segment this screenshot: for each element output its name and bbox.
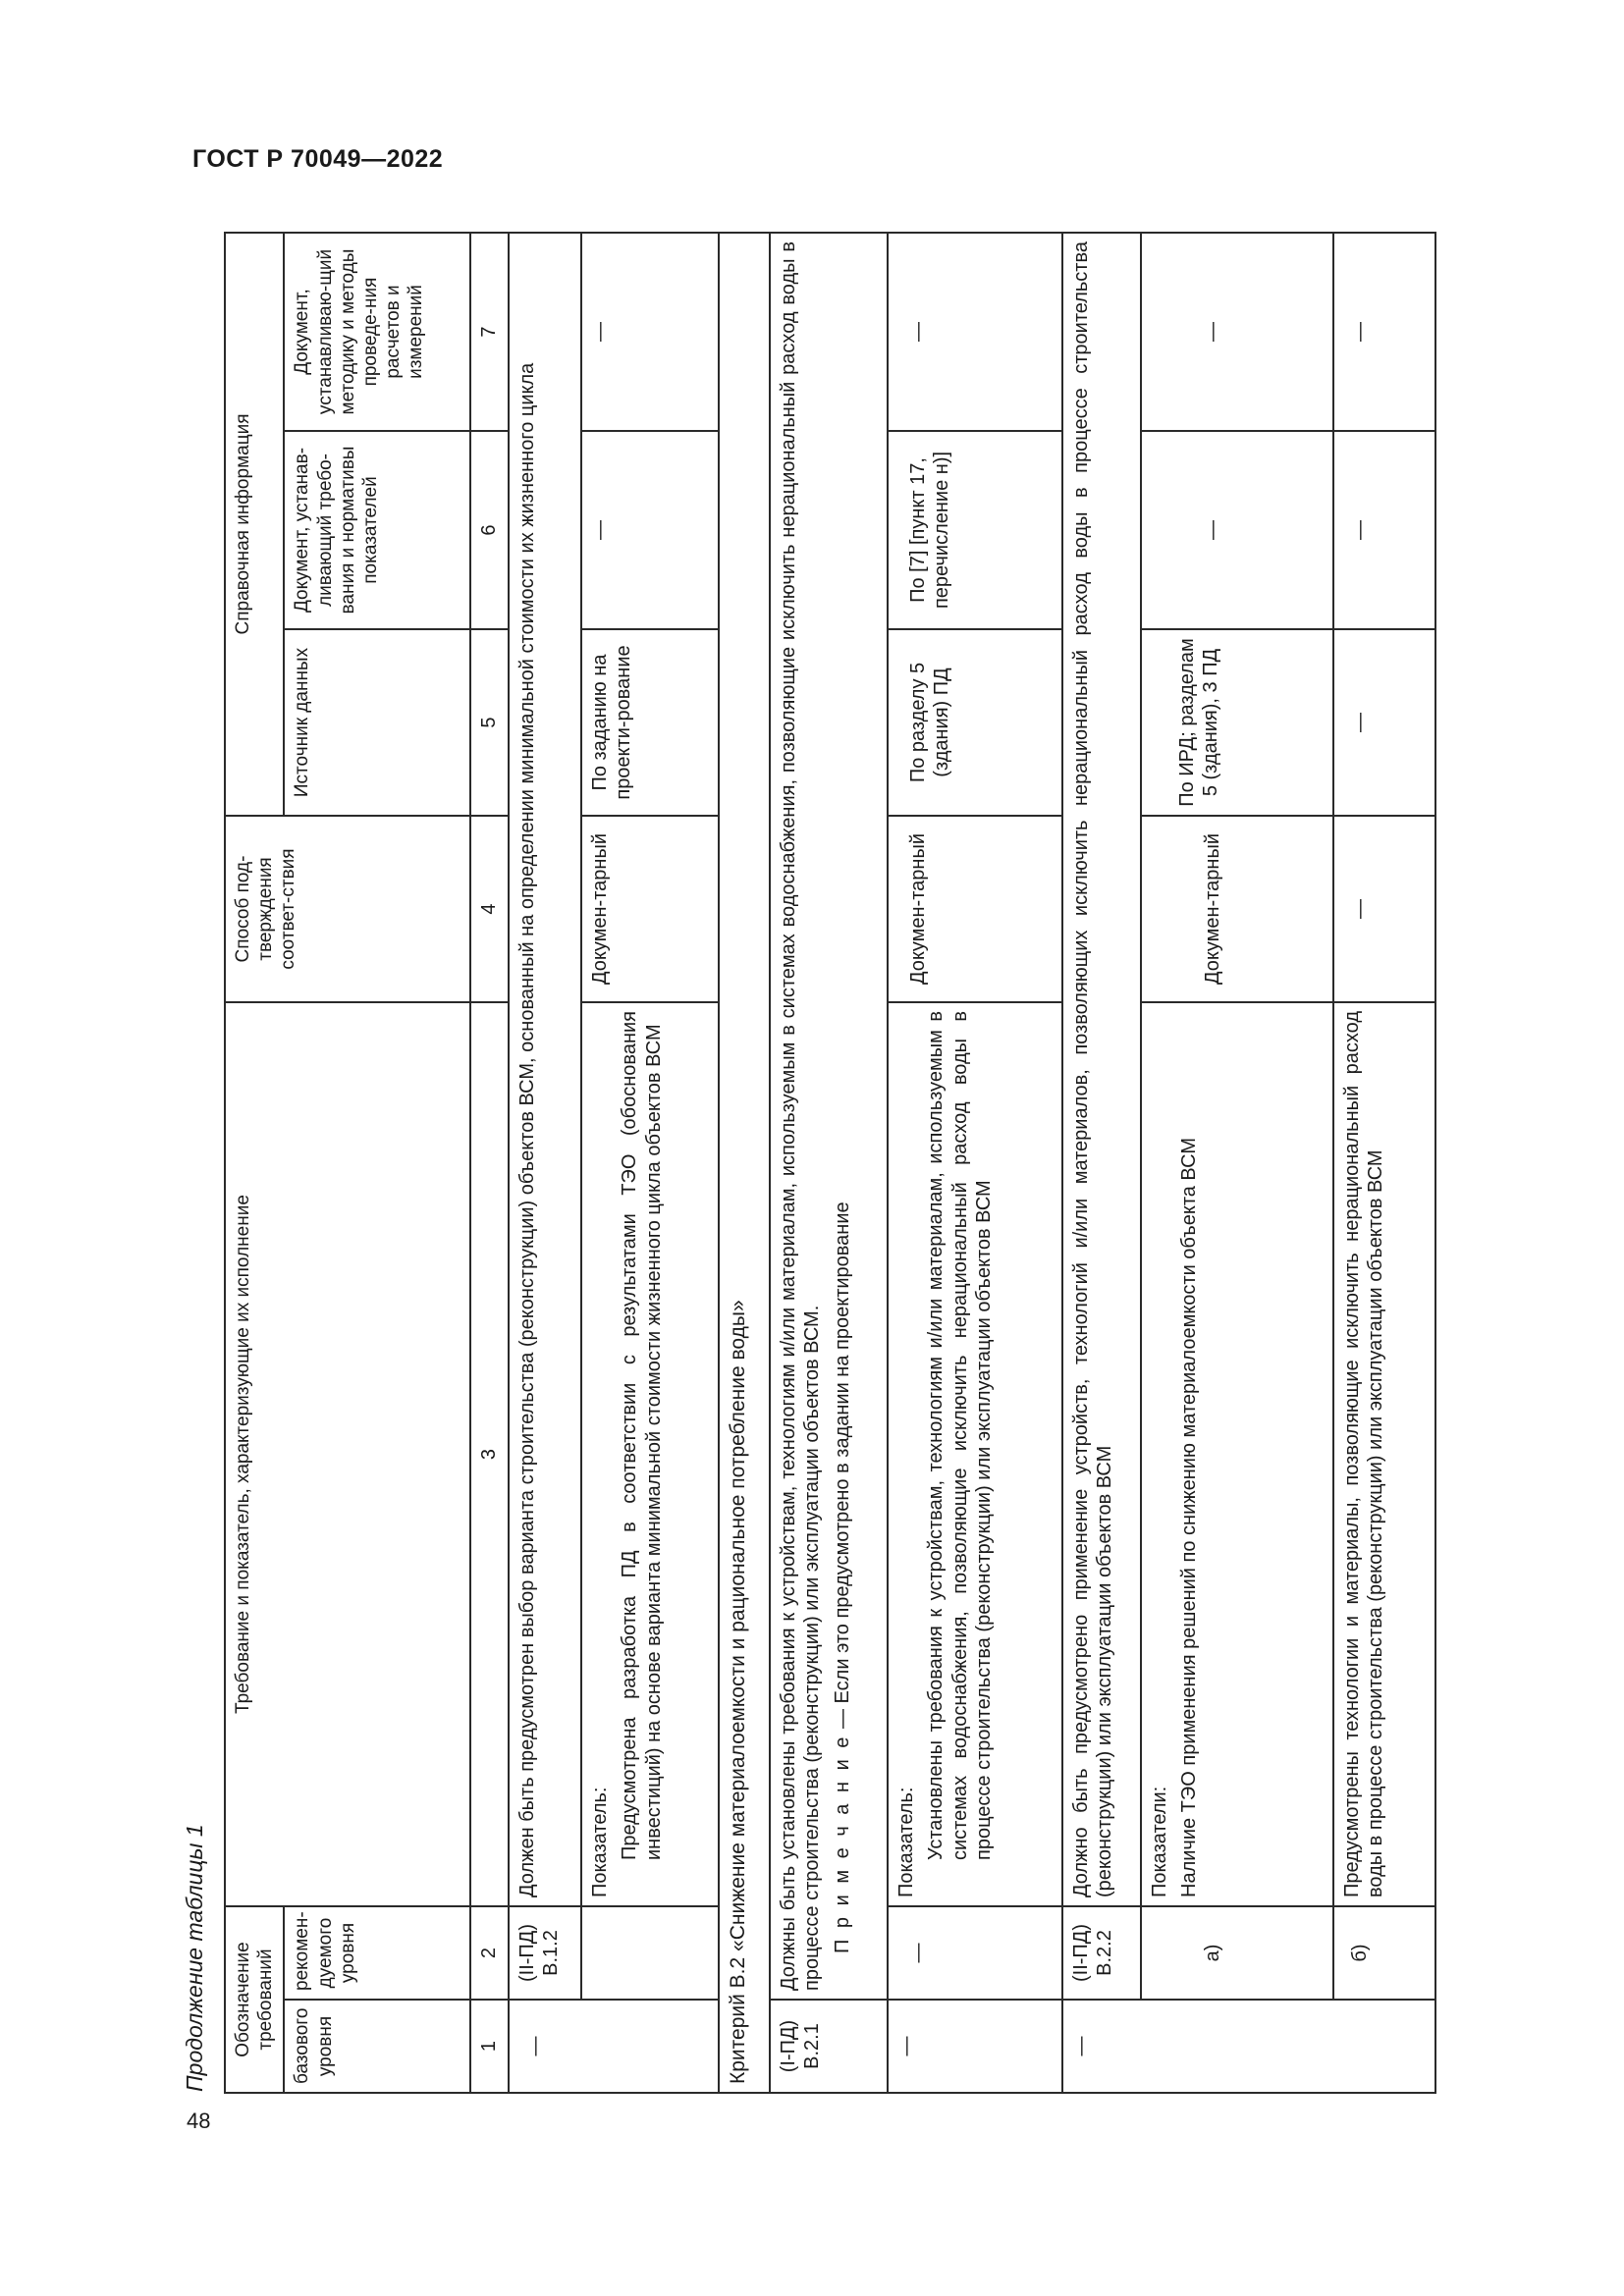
column-number: 2 bbox=[470, 1906, 508, 2000]
b21-requirement-text: Должны быть установлены требования к устройствам, технологиям и/или материалам, используемым в системах водоснабжения, позволяющие исключить нерациональный расход воды в процессе строительства (реконструкции) или эксплуатации объектов ВСМ. bbox=[777, 241, 824, 1991]
b12-indicator-label: Показатель: bbox=[588, 1787, 611, 1897]
header-designation-group: Обозначение требований bbox=[225, 1906, 284, 2093]
b21-note-label: П р и м е ч а н и е bbox=[831, 1734, 853, 1953]
b12-designation: (II-ПД) В.1.2 bbox=[509, 1906, 581, 2000]
b22-b-label: б) bbox=[1333, 1906, 1435, 2000]
b22-a-method: — bbox=[1141, 233, 1333, 431]
header-recommended-level: рекомен-дуемого уровня bbox=[284, 1906, 470, 2000]
b21-indicator-label: Показатель: bbox=[894, 1787, 917, 1897]
page-number: 48 bbox=[187, 2109, 211, 2133]
rotated-table-block bbox=[169, 229, 1432, 2094]
header-data-source: Источник данных bbox=[284, 629, 470, 816]
header-base-level: базового уровня bbox=[284, 2000, 470, 2093]
header-requirement: Требование и показатель, характеризующие их исполнение bbox=[225, 1002, 470, 1906]
b12-norms: — bbox=[581, 431, 719, 629]
b21-source: По разделу 5 (здания) ПД bbox=[888, 629, 1062, 816]
b12-indicator-cell bbox=[581, 1002, 719, 1906]
b21-note bbox=[831, 241, 854, 1991]
column-number: 3 bbox=[470, 1002, 508, 1906]
b21-designation: (I-ПД) В.2.1 bbox=[770, 2000, 888, 2093]
b22-a-norms: — bbox=[1141, 431, 1333, 629]
column-number: 7 bbox=[470, 233, 508, 431]
b22-a-source: По ИРД; разделам 5 (здания), 3 ПД bbox=[1141, 629, 1333, 816]
b21-note-text: — Если это предусмотрено в задании на проектирование bbox=[831, 1201, 853, 1735]
b21-indicator-cell bbox=[888, 1002, 1062, 1906]
b22-indicators-label: Показатели: bbox=[1148, 1786, 1170, 1897]
b12-requirement-text: Должен быть предусмотрен выбор варианта строительства (реконструкции) объектов ВСМ, основанный на определении минимальной стоимости их жизненного цикла bbox=[509, 233, 581, 1906]
b22-a-confirmation: Докумен-тарный bbox=[1141, 816, 1333, 1002]
b12-confirmation: Докумен-тарный bbox=[581, 816, 719, 1002]
header-method-document: Документ, устанавливаю-щий методику и методы проведе-ния расчетов и измерений bbox=[284, 233, 470, 431]
b21-method: — bbox=[888, 233, 1062, 431]
b22-designation: (II-ПД) В.2.2 bbox=[1062, 1906, 1141, 2000]
b22-a-label: а) bbox=[1141, 1906, 1333, 2000]
requirements-table bbox=[224, 232, 1436, 2094]
b22-b-norms: — bbox=[1333, 431, 1435, 629]
table-caption: Продолжение таблицы 1 bbox=[182, 1824, 207, 2092]
criterion-b2-heading: Критерий В.2 «Снижение материалоемкости и рациональное потребление воды» bbox=[719, 233, 770, 2093]
b21-requirement-cell bbox=[770, 233, 888, 2000]
b22-b-confirmation: — bbox=[1333, 816, 1435, 1002]
column-number: 4 bbox=[470, 816, 508, 1002]
b12-base-cell: — bbox=[509, 2000, 719, 2093]
column-number: 5 bbox=[470, 629, 508, 816]
b21-confirmation: Докумен-тарный bbox=[888, 816, 1062, 1002]
header-reference-group: Справочная информация bbox=[225, 233, 284, 816]
b12-empty-cell bbox=[581, 1906, 719, 2000]
b12-indicator-text: Предусмотрена разработка ПД в соответствии с результатами ТЭО (обоснования инвестиций) на основе варианта минимальной стоимости жизненного цикла объектов ВСМ bbox=[619, 1011, 665, 1860]
b22-a-cell bbox=[1141, 1002, 1333, 1906]
column-number: 6 bbox=[470, 431, 508, 629]
b22-b-method: — bbox=[1333, 233, 1435, 431]
b12-method: — bbox=[581, 233, 719, 431]
b22-b-text: Предусмотрены технологии и материалы, позволяющие исключить нерациональный расход воды в процессе строительства (реконструкции) или эксплуатации объектов ВСМ bbox=[1333, 1002, 1435, 1906]
b22-b-source: — bbox=[1333, 629, 1435, 816]
b12-source: По заданию на проекти-рование bbox=[581, 629, 719, 816]
b21-indicator-base: — bbox=[888, 2000, 1062, 2093]
b22-a-text: Наличие ТЭО применения решений по снижению материалоемкости объекта ВСМ bbox=[1178, 1138, 1201, 1897]
header-confirmation: Способ под-тверждения соответ-ствия bbox=[225, 816, 470, 1002]
b21-norms: По [7] [пункт 17, перечисление н)] bbox=[888, 431, 1062, 629]
b21-indicator-text: Установлены требования к устройствам, технологиям и/или материалам, используемым в системах водоснабжения, позволяющие исключить нерациональный расход воды в процессе строительства (реконструкции) или эксплуатации объектов ВСМ bbox=[925, 1011, 995, 1860]
header-norms-document: Документ, устанав-ливающий требо-вания и нормативы показателей bbox=[284, 431, 470, 629]
b22-base-cell: — bbox=[1062, 2000, 1435, 2093]
b21-indicator-recommended: — bbox=[888, 1906, 1062, 2000]
b22-requirement-text: Должно быть предусмотрено применение устройств, технологий и/или материалов, позволяющих исключить нерациональный расход воды в процессе строительства (реконструкции) или эксплуатации объектов ВСМ bbox=[1062, 233, 1141, 1906]
document-header: ГОСТ Р 70049—2022 bbox=[192, 145, 444, 173]
column-number: 1 bbox=[470, 2000, 508, 2093]
